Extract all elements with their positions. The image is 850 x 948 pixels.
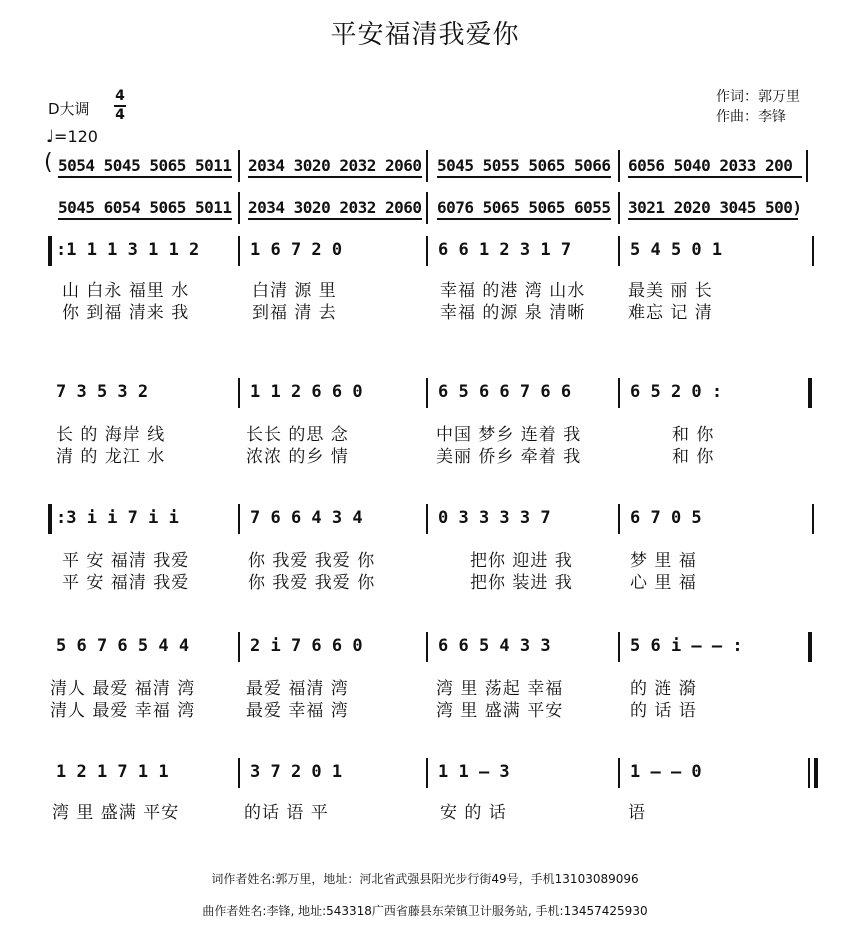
lyricist-contact: 词作者姓名:郭万里，地址：河北省武强县阳光步行街49号，手机13103089096 <box>211 872 639 886</box>
barline <box>426 632 428 662</box>
barline <box>812 236 814 266</box>
measure-notes: 1 1 — 3 <box>438 762 510 782</box>
lyricist-credit: 作词：郭万里 <box>716 89 800 105</box>
lyric-line-2: 最爱 幸福 湾 <box>246 701 349 721</box>
barline <box>618 758 620 788</box>
barline <box>426 236 428 266</box>
quarter-note-icon: ♩ <box>46 127 55 147</box>
barline <box>238 236 240 266</box>
intro-measure: 6076 5065 5065 6055 <box>437 198 611 217</box>
intro-measure: 3021 2020 3045 500) <box>628 198 802 217</box>
song-title: 平安福清我爱你 <box>330 20 520 50</box>
measure-notes: 6 5 6 6 7 6 6 <box>438 382 572 402</box>
lyric-line-2: 到福 清 去 <box>252 303 337 323</box>
measure-notes: 5 6 i — — : <box>630 636 743 656</box>
lyric-line-2: 清 的 龙江 水 <box>56 447 166 467</box>
lyric-line-2: 难忘 记 清 <box>628 303 713 323</box>
barline <box>426 192 428 224</box>
measure-notes: 6 7 0 5 <box>630 508 702 528</box>
time-signature <box>114 88 126 124</box>
lyric-line-2: 把你 装进 我 <box>470 573 573 593</box>
barline <box>812 504 814 534</box>
barline <box>618 504 620 534</box>
measure-notes: 6 5 2 0 : <box>630 382 723 402</box>
lyric-line-1: 白清 源 里 <box>252 281 337 301</box>
lyric-line-1: 长长 的思 念 <box>246 425 349 445</box>
barline <box>426 150 428 182</box>
tempo-marking <box>46 127 98 147</box>
composer-credit: 作曲：李锋 <box>716 109 786 125</box>
tempo-value: =120 <box>54 127 98 146</box>
measure-notes: 1 6 7 2 0 <box>250 240 343 260</box>
lyric-line-1: 的话 语 平 <box>244 803 329 823</box>
lyric-line-1: 和 你 <box>672 425 715 445</box>
measure-notes: :1 1 1 3 1 1 2 <box>56 240 200 260</box>
repeat-start-barline <box>48 236 52 266</box>
barline <box>618 192 620 224</box>
lyric-line-2: 幸福 的源 泉 清晰 <box>440 303 586 323</box>
barline <box>238 504 240 534</box>
barline <box>618 150 620 182</box>
repeat-end-barline <box>808 378 812 408</box>
barline <box>618 378 620 408</box>
repeat-end-barline <box>808 632 812 662</box>
intro-measure: 6056 5040 2033 200 <box>628 156 793 175</box>
barline <box>426 378 428 408</box>
lyric-line-1: 中国 梦乡 连着 我 <box>436 425 582 445</box>
composer-contact: 曲作者姓名:李锋, 地址:543318广西省藤县东荣镇卫计服务站, 手机:13457425930 <box>202 904 648 918</box>
lyric-line-1: 安 的 话 <box>440 803 507 823</box>
measure-notes: 7 3 5 3 2 <box>56 382 149 402</box>
measure-notes: 3 7 2 0 1 <box>250 762 343 782</box>
time-signature-top: 4 <box>115 88 125 104</box>
measure-notes: 2 i 7 6 6 0 <box>250 636 363 656</box>
lyric-line-2: 你 到福 清来 我 <box>62 303 190 323</box>
lyric-line-1: 平 安 福清 我爱 <box>62 551 190 571</box>
measure-notes: 1 — — 0 <box>630 762 702 782</box>
lyric-line-1: 把你 迎进 我 <box>470 551 573 571</box>
lyric-line-1: 最爱 福清 湾 <box>246 679 349 699</box>
lyric-line-1: 湾 里 盛满 平安 <box>52 803 180 823</box>
measure-notes: :3 i i 7 i i <box>56 508 179 528</box>
barline <box>618 632 620 662</box>
barline <box>238 632 240 662</box>
lyric-line-1: 语 <box>628 803 646 823</box>
measure-notes: 0 3 3 3 3 7 <box>438 508 551 528</box>
lyric-line-1: 梦 里 福 <box>630 551 697 571</box>
intro-measure: 2034 3020 2032 2060 <box>248 198 422 217</box>
intro-open-paren: ( <box>44 150 53 175</box>
lyric-line-2: 浓浓 的乡 情 <box>246 447 349 467</box>
lyric-line-1: 的 涟 漪 <box>630 679 697 699</box>
barline <box>238 150 240 182</box>
time-signature-bottom: 4 <box>115 107 125 123</box>
lyric-line-2: 湾 里 盛满 平安 <box>436 701 564 721</box>
lyric-line-1: 湾 里 荡起 幸福 <box>436 679 564 699</box>
barline <box>618 236 620 266</box>
intro-measure: 5054 5045 5065 5011 <box>58 156 232 175</box>
key-signature: D大调 <box>48 100 90 118</box>
lyric-line-1: 幸福 的港 湾 山水 <box>440 281 586 301</box>
barline <box>238 192 240 224</box>
intro-measure: 5045 5055 5065 5066 <box>437 156 611 175</box>
lyric-line-1: 最美 丽 长 <box>628 281 713 301</box>
barline <box>426 758 428 788</box>
lyric-line-1: 清人 最爱 福清 湾 <box>50 679 196 699</box>
barline <box>238 378 240 408</box>
measure-notes: 1 1 2 6 6 0 <box>250 382 363 402</box>
barline <box>426 504 428 534</box>
intro-measure: 2034 3020 2032 2060 <box>248 156 422 175</box>
measure-notes: 5 4 5 0 1 <box>630 240 723 260</box>
measure-notes: 5 6 7 6 5 4 4 <box>56 636 190 656</box>
final-barline-thick <box>814 758 818 788</box>
lyric-line-2: 和 你 <box>672 447 715 467</box>
lyric-line-1: 你 我爱 我爱 你 <box>248 551 376 571</box>
measure-notes: 1 2 1 7 1 1 <box>56 762 169 782</box>
measure-notes: 6 6 1 2 3 1 7 <box>438 240 572 260</box>
lyric-line-1: 长 的 海岸 线 <box>56 425 166 445</box>
barline <box>806 150 808 182</box>
lyric-line-2: 的 话 语 <box>630 701 697 721</box>
lyric-line-2: 清人 最爱 幸福 湾 <box>50 701 196 721</box>
intro-measure: 5045 6054 5065 5011 <box>58 198 232 217</box>
measure-notes: 7 6 6 4 3 4 <box>250 508 363 528</box>
lyric-line-2: 美丽 侨乡 牵着 我 <box>436 447 582 467</box>
lyric-line-2: 平 安 福清 我爱 <box>62 573 190 593</box>
repeat-start-barline <box>48 504 52 534</box>
lyric-line-1: 山 白永 福里 水 <box>62 281 190 301</box>
lyric-line-2: 你 我爱 我爱 你 <box>248 573 376 593</box>
lyric-line-2: 心 里 福 <box>630 573 697 593</box>
final-barline-thin <box>808 758 810 788</box>
measure-notes: 6 6 5 4 3 3 <box>438 636 551 656</box>
barline <box>238 758 240 788</box>
